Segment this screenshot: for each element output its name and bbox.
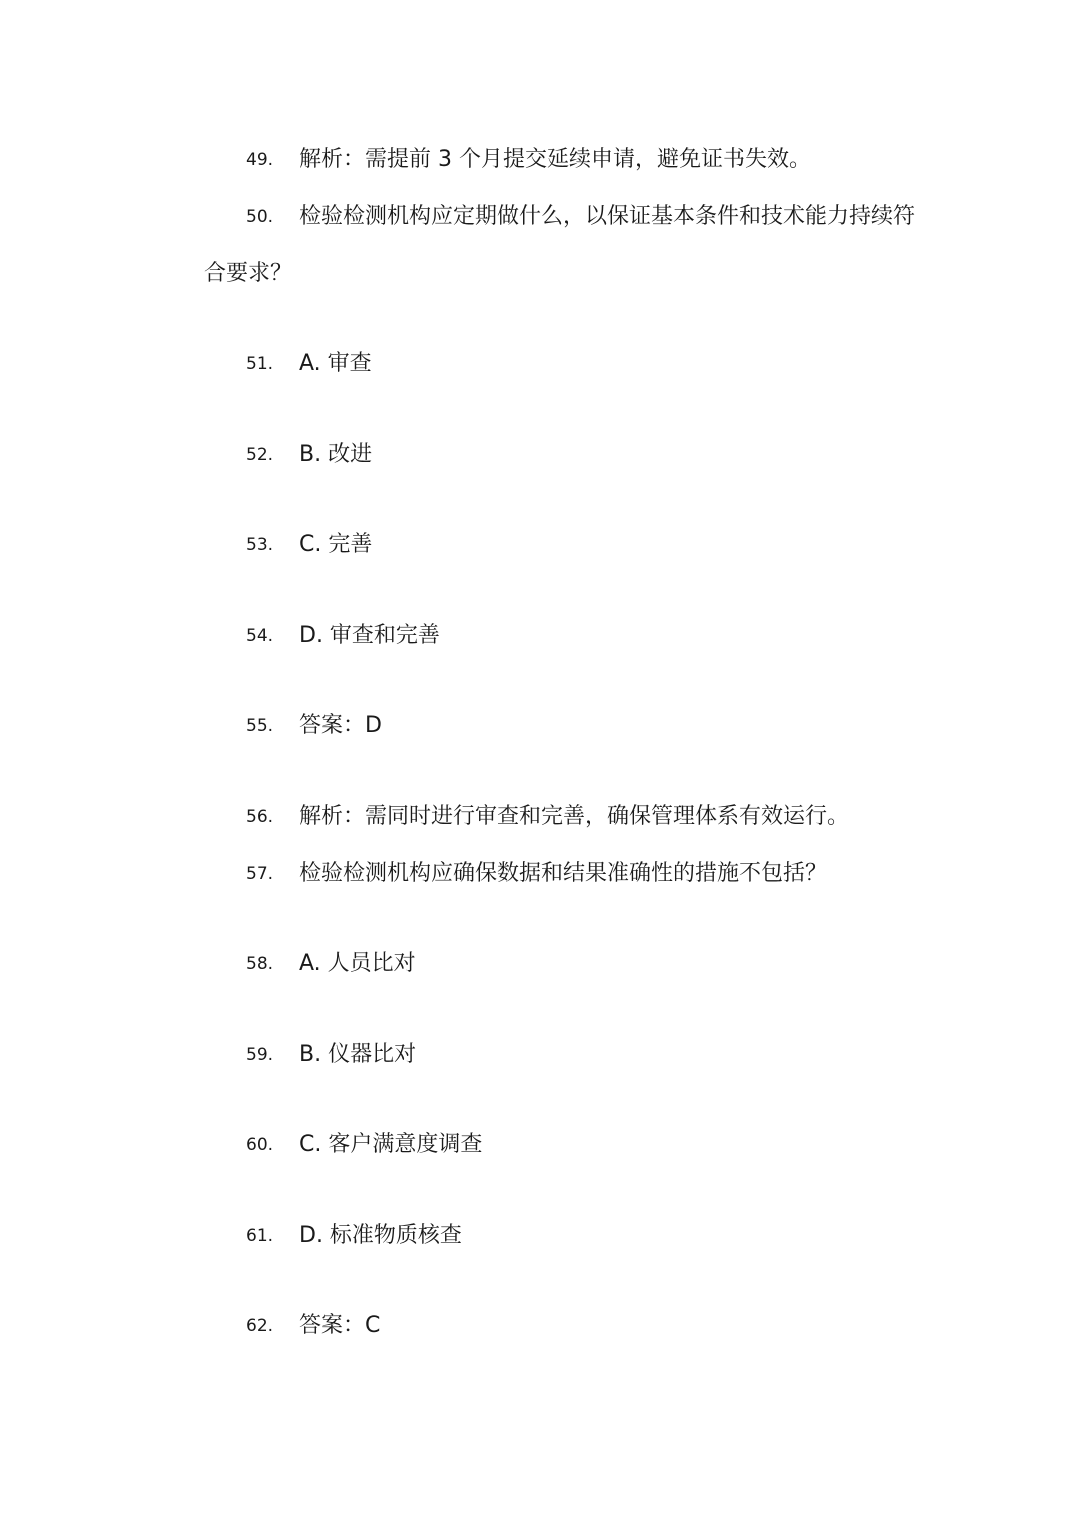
item-text: A. 人员比对 — [299, 951, 416, 976]
item-number: 62. — [246, 1316, 274, 1336]
item-text: 解析：需同时进行审查和完善，确保管理体系有效运行。 — [299, 804, 850, 829]
item-text: D. 审查和完善 — [299, 623, 440, 648]
item-number: 58. — [246, 954, 274, 974]
item-number: 61. — [246, 1226, 274, 1246]
list-item-54 — [0, 616, 1080, 656]
item-number: 51. — [246, 354, 274, 374]
item-text: 检验检测机构应确保数据和结果准确性的措施不包括？ — [299, 861, 828, 886]
list-item-58 — [0, 944, 1080, 984]
list-item-59 — [0, 1035, 1080, 1075]
item-text: B. 改进 — [299, 442, 373, 467]
item-text: 检验检测机构应定期做什么，以保证基本条件和技术能力持续符 — [299, 204, 916, 229]
list-item-50-continuation — [0, 254, 1080, 294]
item-number: 57. — [246, 864, 274, 884]
item-text: A. 审查 — [299, 351, 372, 376]
item-text-continuation: 合要求？ — [204, 261, 293, 286]
list-item-49 — [0, 140, 1080, 180]
list-item-55 — [0, 706, 1080, 746]
item-text: 答案：C — [299, 1313, 381, 1338]
item-number: 49. — [246, 150, 274, 170]
item-text: C. 完善 — [299, 532, 373, 557]
list-item-50 — [0, 197, 1080, 237]
item-text: D. 标准物质核查 — [299, 1223, 462, 1248]
item-number: 55. — [246, 716, 274, 736]
list-item-52 — [0, 435, 1080, 475]
item-number: 52. — [246, 445, 274, 465]
item-number: 56. — [246, 807, 274, 827]
item-number: 54. — [246, 626, 274, 646]
item-text: 解析：需提前 3 个月提交延续申请，避免证书失效。 — [299, 147, 811, 172]
list-item-61 — [0, 1216, 1080, 1256]
item-number: 60. — [246, 1135, 274, 1155]
item-text: 答案：D — [299, 713, 382, 738]
item-text: C. 客户满意度调查 — [299, 1132, 483, 1157]
list-item-57 — [0, 854, 1080, 894]
list-item-56 — [0, 797, 1080, 837]
item-number: 53. — [246, 535, 274, 555]
item-number: 59. — [246, 1045, 274, 1065]
list-item-62 — [0, 1306, 1080, 1346]
list-item-60 — [0, 1125, 1080, 1165]
item-number: 50. — [246, 207, 274, 227]
list-item-53 — [0, 525, 1080, 565]
item-text: B. 仪器比对 — [299, 1042, 417, 1067]
list-item-51 — [0, 344, 1080, 384]
